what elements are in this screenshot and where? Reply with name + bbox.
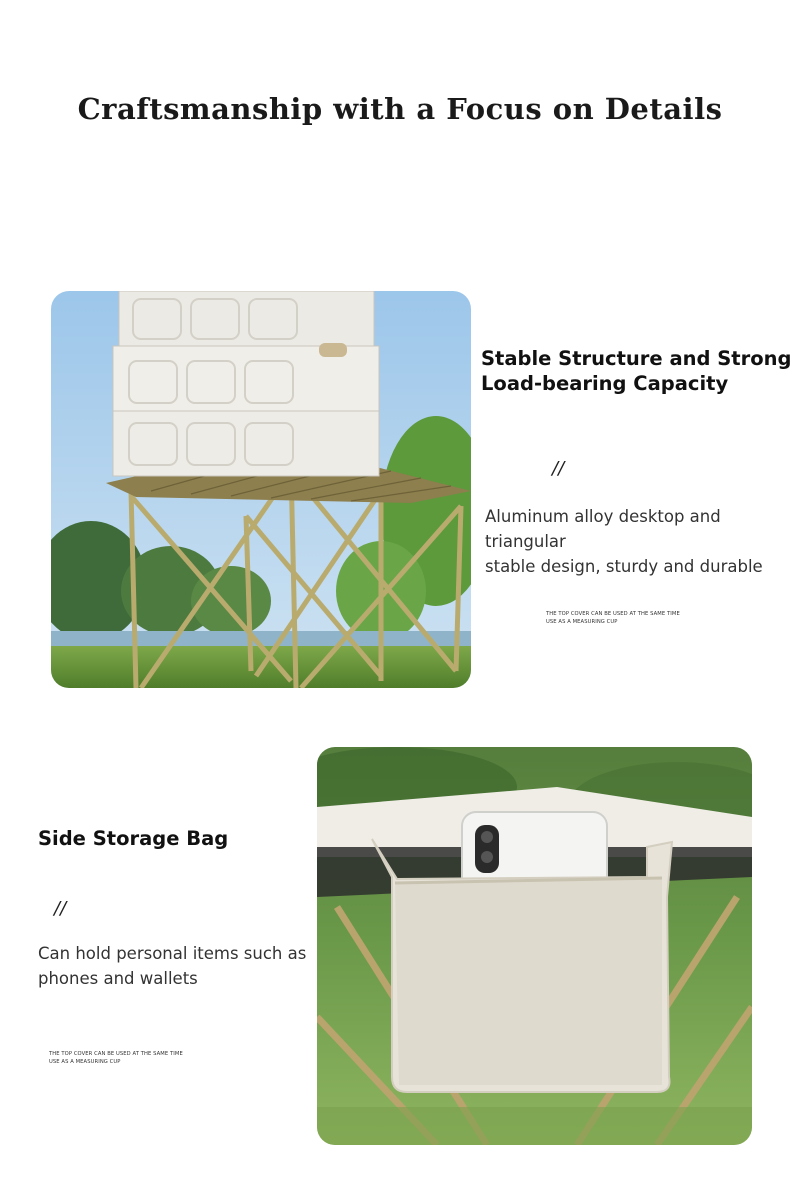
- section1-note: [546, 610, 746, 626]
- section2-note-line1: THE TOP COVER CAN BE USED AT THE SAME TIME: [49, 1051, 183, 1057]
- section2-heading: Side Storage Bag: [38, 827, 229, 850]
- section1-heading-line2: Load-bearing Capacity: [481, 372, 729, 395]
- section2-divider: //: [54, 898, 67, 919]
- page-title: Craftsmanship with a Focus on Details: [77, 92, 723, 126]
- section1-heading-line1: Stable Structure and Strong: [481, 347, 792, 370]
- section1-note-line2: USE AS A MEASURING CUP: [546, 619, 618, 625]
- section1-body-line1: Aluminum alloy desktop and triangular: [485, 507, 721, 551]
- section2-body: [38, 941, 313, 991]
- section2-note: [49, 1050, 249, 1066]
- section1-heading: [481, 346, 799, 396]
- section1-body-line2: stable design, sturdy and durable: [485, 557, 763, 576]
- section1-divider: //: [552, 458, 565, 479]
- section2-body-line2: phones and wallets: [38, 969, 198, 988]
- section2-note-line2: USE AS A MEASURING CUP: [49, 1059, 121, 1065]
- table-with-storage-boxes-photo: [51, 291, 471, 688]
- side-storage-bag-photo: [317, 747, 752, 1145]
- section1-body: [485, 504, 800, 579]
- section1-note-line1: THE TOP COVER CAN BE USED AT THE SAME TIME: [546, 611, 680, 617]
- section2-body-line1: Can hold personal items such as: [38, 944, 307, 963]
